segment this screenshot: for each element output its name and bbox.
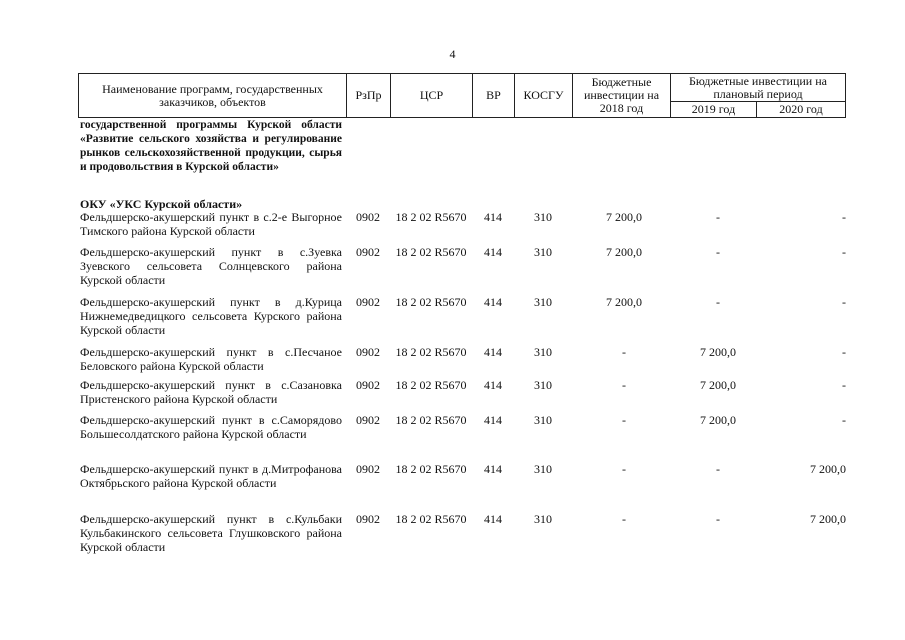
csr-cell: 18 2 02 R5670 <box>395 210 467 224</box>
program-title: государственной программы Курской области «Развитие сельского хозяйства и регулирование рынков сельскохозяйственной продукции, сырья и продовольствия в Курской области» <box>80 119 342 173</box>
header-kosgu: КОСГУ <box>515 74 573 117</box>
budget-2019-cell: - <box>716 210 720 224</box>
object-name: Фельдшерско-акушерский пункт в с.Зуевка Зуевского сельсовета Солнцевского района Курской области <box>80 245 342 287</box>
budget-2020-cell: 7 200,0 <box>810 512 846 526</box>
vr-cell: 414 <box>484 462 502 476</box>
budget-2019-cell: - <box>716 512 720 526</box>
budget-2019-cell: - <box>716 295 720 309</box>
budget-2018-cell: - <box>622 462 626 476</box>
rzpr-cell: 0902 <box>356 245 380 259</box>
header-vr: ВР <box>473 74 515 117</box>
kosgu-cell: 310 <box>534 413 552 427</box>
budget-2018-cell: - <box>622 345 626 359</box>
vr-cell: 414 <box>484 245 502 259</box>
rzpr-cell: 0902 <box>356 462 380 476</box>
rzpr-cell: 0902 <box>356 210 380 224</box>
table-header <box>78 73 846 118</box>
rzpr-cell: 0902 <box>356 345 380 359</box>
header-name: Наименование программ, государственных заказчиков, объектов <box>79 74 347 117</box>
vr-cell: 414 <box>484 295 502 309</box>
budget-2019-cell: 7 200,0 <box>700 378 736 392</box>
vr-cell: 414 <box>484 378 502 392</box>
kosgu-cell: 310 <box>534 245 552 259</box>
csr-cell: 18 2 02 R5670 <box>395 295 467 309</box>
kosgu-cell: 310 <box>534 462 552 476</box>
csr-cell: 18 2 02 R5670 <box>395 512 467 526</box>
budget-2020-cell: - <box>842 413 846 427</box>
header-planned-period: Бюджетные инвестиции на плановый период <box>671 74 845 102</box>
vr-cell: 414 <box>484 413 502 427</box>
csr-cell: 18 2 02 R5670 <box>395 378 467 392</box>
kosgu-cell: 310 <box>534 378 552 392</box>
object-name: Фельдшерско-акушерский пункт в с.Кульбаки Кульбакинского сельсовета Глушковского района Курской области <box>80 512 342 554</box>
rzpr-cell: 0902 <box>356 295 380 309</box>
header-budget-2018: Бюджетные инвестиции на 2018 год <box>573 74 671 117</box>
csr-cell: 18 2 02 R5670 <box>395 245 467 259</box>
object-name: Фельдшерско-акушерский пункт в д.Митрофанова Октябрьского района Курской области <box>80 462 342 490</box>
rzpr-cell: 0902 <box>356 512 380 526</box>
budget-2019-cell: - <box>716 245 720 259</box>
header-2019: 2019 год <box>671 102 757 117</box>
rzpr-cell: 0902 <box>356 413 380 427</box>
page-number: 4 <box>449 47 456 61</box>
csr-cell: 18 2 02 R5670 <box>395 413 467 427</box>
header-planned-group <box>671 74 845 117</box>
object-name: Фельдшерско-акушерский пункт в д.Курица Нижнемедведицкого сельсовета Курского района Курской области <box>80 295 342 337</box>
object-name: Фельдшерско-акушерский пункт в с.Саморядово Большесолдатского района Курской области <box>80 413 342 441</box>
budget-2019-cell: 7 200,0 <box>700 413 736 427</box>
header-csr: ЦСР <box>391 74 473 117</box>
object-name: Фельдшерско-акушерский пункт в с.Сазановка Пристенского района Курской области <box>80 378 342 406</box>
budget-2019-cell: - <box>716 462 720 476</box>
budget-2020-cell: 7 200,0 <box>810 462 846 476</box>
rzpr-cell: 0902 <box>356 378 380 392</box>
client-name: ОКУ «УКС Курской области» <box>80 197 243 211</box>
budget-2019-cell: 7 200,0 <box>700 345 736 359</box>
csr-cell: 18 2 02 R5670 <box>395 462 467 476</box>
header-2020: 2020 год <box>779 102 823 116</box>
budget-2018-cell: - <box>622 413 626 427</box>
budget-2018-cell: 7 200,0 <box>606 295 642 309</box>
budget-2018-cell: - <box>622 512 626 526</box>
vr-cell: 414 <box>484 512 502 526</box>
budget-2020-cell: - <box>842 345 846 359</box>
object-name: Фельдшерско-акушерский пункт в с.Песчаное Беловского района Курской области <box>80 345 342 373</box>
header-rzpr: РзПр <box>347 74 391 117</box>
object-name: Фельдшерско-акушерский пункт в с.2-е Выгорное Тимского района Курской области <box>80 210 342 238</box>
budget-2018-cell: 7 200,0 <box>606 210 642 224</box>
kosgu-cell: 310 <box>534 512 552 526</box>
budget-2020-cell: - <box>842 210 846 224</box>
kosgu-cell: 310 <box>534 210 552 224</box>
budget-2020-cell: - <box>842 245 846 259</box>
budget-2018-cell: - <box>622 378 626 392</box>
budget-2020-cell: - <box>842 378 846 392</box>
kosgu-cell: 310 <box>534 295 552 309</box>
vr-cell: 414 <box>484 210 502 224</box>
vr-cell: 414 <box>484 345 502 359</box>
budget-2020-cell: - <box>842 295 846 309</box>
kosgu-cell: 310 <box>534 345 552 359</box>
budget-2018-cell: 7 200,0 <box>606 245 642 259</box>
csr-cell: 18 2 02 R5670 <box>395 345 467 359</box>
